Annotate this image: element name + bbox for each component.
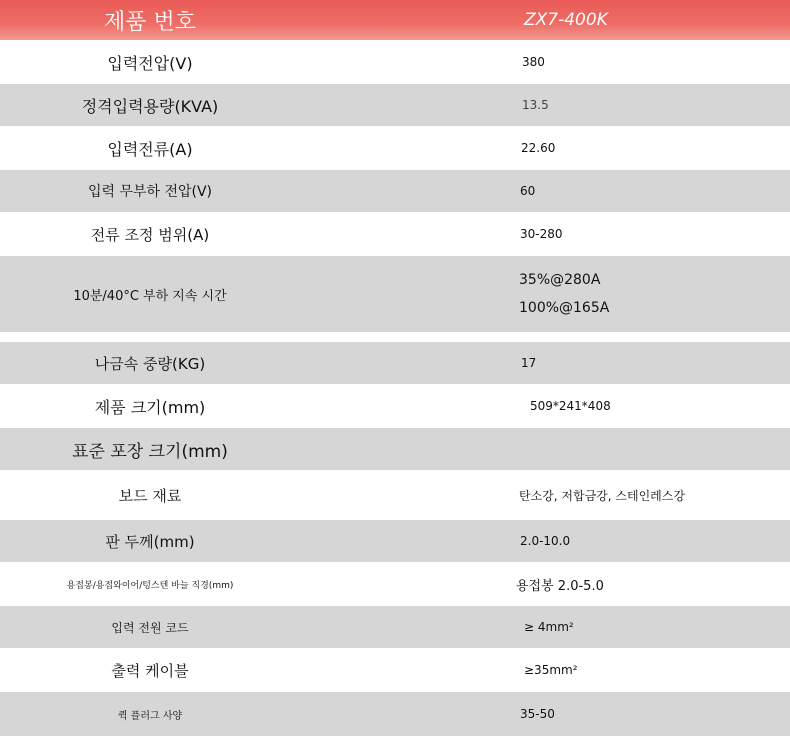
table-row	[0, 212, 790, 256]
table-row	[0, 648, 790, 692]
row-value: 용접봉 2.0-5.0	[516, 578, 604, 594]
table-row	[0, 428, 790, 470]
row-label: 입력 전원 코드	[111, 620, 189, 635]
row-label: 판 두께(mm)	[105, 532, 195, 551]
row-label: 입력전류(A)	[107, 139, 193, 159]
row-value: 2.0-10.0	[520, 534, 571, 548]
row-label: 나금속 중량(KG)	[94, 354, 206, 373]
row-label: 전류 조정 범위(A)	[90, 225, 210, 244]
row-value: 13.5	[522, 98, 549, 112]
row-value: 17	[521, 356, 537, 370]
table-row	[0, 84, 790, 126]
header-label: 제품 번호	[103, 9, 196, 35]
row-label: 입력 무부하 전압(V)	[87, 184, 213, 200]
model-number: ZX7-400K	[524, 10, 608, 30]
row-label: 퀵 플러그 사양	[117, 710, 183, 722]
row-value: 탄소강, 저합금강, 스테인레스강	[519, 488, 685, 503]
row-label: 용접봉/용접와이어/텅스텐 바늘 직경(mm)	[66, 580, 234, 591]
table-row	[0, 562, 790, 606]
table-row	[0, 384, 790, 428]
row-value: 380	[522, 55, 545, 69]
row-label: 출력 케이블	[111, 661, 189, 680]
row-value: ≥ 4mm²	[524, 620, 574, 634]
table-row	[0, 470, 790, 520]
duty-cycle-value-1: 35%@280A	[519, 272, 601, 288]
row-value: 22.60	[521, 141, 556, 155]
row-label: 보드 재료	[118, 486, 182, 505]
table-header-row	[0, 0, 790, 40]
table-row	[0, 342, 790, 384]
row-label: 표준 포장 크기(mm)	[72, 441, 228, 462]
row-label: 제품 크기(mm)	[94, 397, 206, 417]
table-row	[0, 256, 790, 332]
duty-cycle-values	[519, 272, 609, 316]
row-label: 입력전압(V)	[107, 53, 193, 73]
row-separator	[0, 332, 790, 342]
row-value: ≥35mm²	[524, 663, 578, 677]
table-row	[0, 170, 790, 212]
duty-cycle-value-2: 100%@165A	[519, 300, 610, 316]
row-value: 509*241*408	[530, 399, 611, 413]
row-label: 정격입력용량(KVA)	[81, 96, 219, 116]
table-row	[0, 692, 790, 736]
row-value: 30-280	[520, 227, 563, 241]
table-row	[0, 606, 790, 648]
row-value: 35-50	[520, 707, 555, 721]
row-value: 60	[520, 184, 536, 198]
table-row	[0, 126, 790, 170]
table-row	[0, 40, 790, 84]
table-row	[0, 520, 790, 562]
row-label: 10분/40°C 부하 지속 시간	[73, 288, 227, 304]
